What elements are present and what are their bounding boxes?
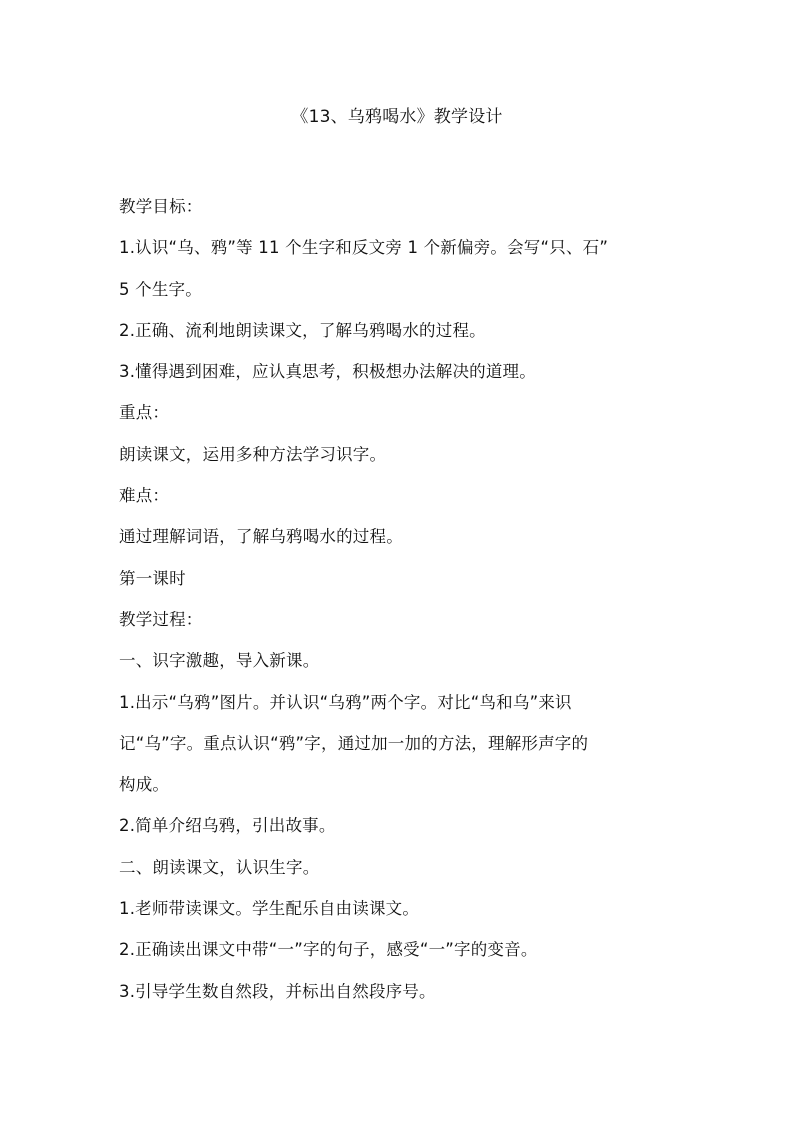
text-line: 教学目标：: [119, 197, 203, 216]
section-heading-part-two: 二、朗读课文，认识生字。: [119, 857, 320, 877]
text-line: 2.简单介绍乌鸦，引出故事。: [119, 816, 336, 836]
text-line: 2.正确读出课文中带“一”字的句子，感受“一”字的变音。: [119, 940, 538, 960]
text-line: 5 个生字。: [119, 279, 202, 299]
text-line: 2.正确、流利地朗读课文，了解乌鸦喝水的过程。: [119, 320, 486, 340]
text-line: 3.引导学生数自然段，并标出自然段序号。: [119, 981, 436, 1001]
text-line: 记“乌”字。重点认识“鸦”字，通过加一加的方法，理解形声字的: [119, 733, 589, 753]
section-heading-part-one: 一、识字激趣，导入新课。: [119, 651, 320, 671]
text-line: 构成。: [119, 775, 170, 795]
text-line: 1.出示“乌鸦”图片。并认识“乌鸦”两个字。对比“鸟和乌”来识: [119, 692, 572, 712]
document-body: [119, 186, 679, 1012]
text-line: 朗读课文，运用多种方法学习识字。: [119, 444, 387, 464]
text-line: 通过理解词语，了解乌鸦喝水的过程。: [119, 527, 403, 547]
text-line: 3.懂得遇到困难，应认真思考，积极想办法解决的道理。: [119, 362, 536, 382]
text-line: 1.认识“乌、鸦”等 11 个生字和反文旁 1 个新偏旁。会写“只、石”: [119, 238, 609, 258]
section-heading-difficulties: 难点：: [119, 486, 170, 506]
lesson-heading: 第一课时: [119, 568, 186, 588]
section-heading-process: 教学过程：: [119, 609, 203, 629]
text-line: 1.老师带读课文。学生配乐自由读课文。: [119, 899, 420, 919]
document-title: 《13、乌鸦喝水》教学设计: [291, 107, 503, 127]
section-heading-key-points: 重点：: [119, 403, 170, 423]
